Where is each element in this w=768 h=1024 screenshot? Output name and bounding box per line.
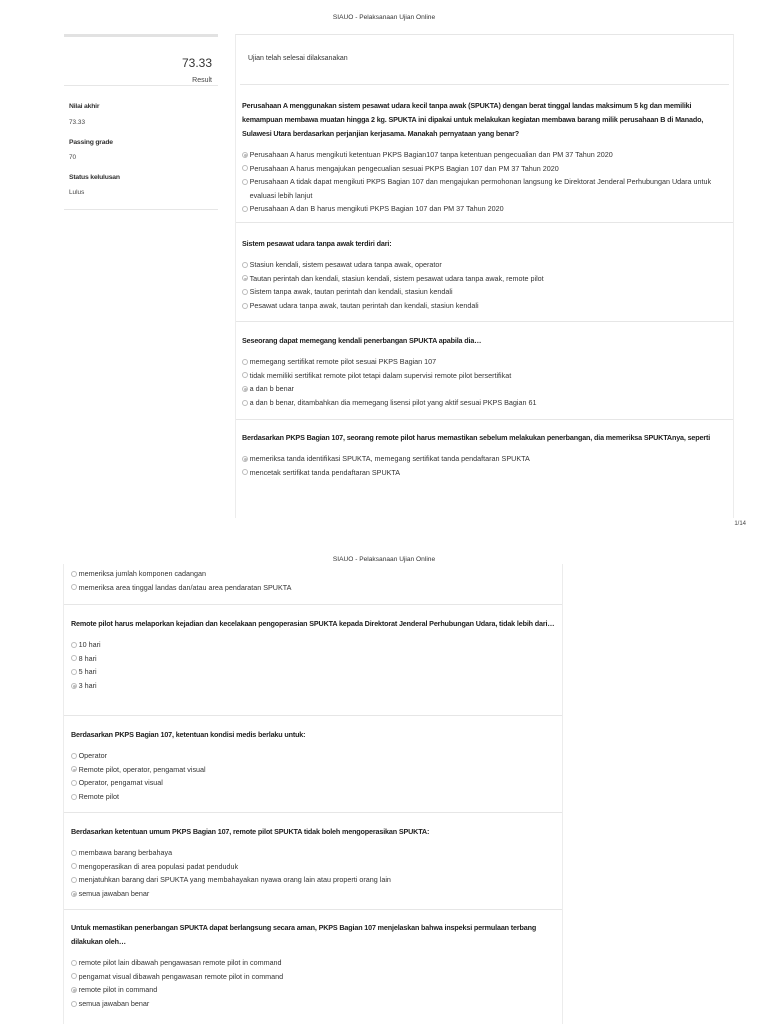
answer-option[interactable] xyxy=(71,567,555,581)
answer-options xyxy=(242,148,722,216)
status-kelulusan-value: Lulus xyxy=(69,189,85,196)
answer-option-label: semua jawaban benar xyxy=(78,998,150,1008)
divider xyxy=(64,715,562,716)
answer-option[interactable] xyxy=(71,983,555,997)
answer-option-label: tidak memiliki sertifikat remote pilot tetapi dalam supervisi remote pilot bersertifikat xyxy=(249,370,512,380)
answer-option[interactable] xyxy=(71,776,555,790)
answer-option-label: Perusahaan A harus mengikuti ketentuan PKPS Bagian107 tanpa ketentuan pengecualian dan PM 37 Tahun 2020 xyxy=(249,150,613,159)
divider xyxy=(64,812,562,813)
result-summary xyxy=(64,34,218,86)
nilai-akhir-label: Nilai akhir xyxy=(69,103,100,110)
divider xyxy=(64,909,562,910)
question-item xyxy=(242,99,722,216)
exam-results-panel-continued xyxy=(63,564,563,1024)
page-header-title: SIAUO - Pelaksanaan Ujian Online xyxy=(332,556,436,563)
answer-option-label: Sistem tanpa awak, tautan perintah dan kendali, stasiun kendali xyxy=(249,287,453,297)
answer-option[interactable] xyxy=(71,763,555,777)
answer-option[interactable] xyxy=(71,790,555,804)
answer-option[interactable] xyxy=(242,466,722,480)
exam-results-panel xyxy=(235,34,734,518)
radio-icon[interactable] xyxy=(71,863,77,869)
answer-option-label: semua jawaban benar xyxy=(78,888,150,898)
answer-option[interactable] xyxy=(242,299,722,313)
answer-option-label: memegang sertifikat remote pilot sesuai PKPS Bagian 107 xyxy=(249,357,437,366)
radio-icon[interactable] xyxy=(242,289,248,295)
radio-icon[interactable] xyxy=(71,571,77,577)
answer-option[interactable] xyxy=(242,396,722,410)
divider xyxy=(236,419,733,420)
answer-option[interactable] xyxy=(242,369,722,383)
answer-option-label: a dan b benar xyxy=(249,384,294,394)
radio-icon[interactable] xyxy=(242,372,248,378)
radio-selected-icon[interactable] xyxy=(242,152,248,158)
radio-icon[interactable] xyxy=(71,780,77,786)
radio-icon[interactable] xyxy=(71,973,77,979)
answer-option-label: Tautan perintah dan kendali, stasiun kendali, sistem pesawat udara tanpa awak, remote pilot xyxy=(249,273,544,283)
answer-option[interactable] xyxy=(71,638,555,652)
nilai-akhir-value: 73.33 xyxy=(69,119,85,126)
answer-options xyxy=(242,258,722,312)
answer-option-label: Pesawat udara tanpa awak, tautan perintah dan kendali, stasiun kendali xyxy=(249,300,479,310)
divider xyxy=(236,222,733,223)
radio-icon[interactable] xyxy=(242,400,248,406)
radio-icon[interactable] xyxy=(71,960,77,966)
radio-icon[interactable] xyxy=(71,655,77,661)
radio-icon[interactable] xyxy=(242,206,248,212)
answer-option[interactable] xyxy=(71,970,555,984)
radio-icon[interactable] xyxy=(242,303,248,309)
answer-option-label: 8 hari xyxy=(78,653,97,663)
radio-icon[interactable] xyxy=(242,165,248,171)
answer-option[interactable] xyxy=(71,873,555,887)
page-number: 1/14 xyxy=(734,521,746,527)
question-text: Perusahaan A menggunakan sistem pesawat udara kecil tanpa awak (SPUKTA) dengan berat tinggal landas maksimum 5 kg dan memiliki kemampuan membawa muatan hingga 2 kg. SPUKTA ini dipakai untuk melakukan kegiatan membawa barang milik perusahaan B di Manado, Sulawesi Utara berdasarkan perjanjian kerjasama. Manakah pernyataan yang benar? xyxy=(242,101,704,138)
question-item xyxy=(71,728,555,803)
radio-selected-icon[interactable] xyxy=(71,683,77,689)
answer-options xyxy=(242,452,722,479)
answer-options xyxy=(242,355,722,409)
answer-options xyxy=(71,846,555,900)
answer-option[interactable] xyxy=(71,997,555,1011)
radio-selected-icon[interactable] xyxy=(242,456,248,462)
answer-option-label: memeriksa jumlah komponen cadangan xyxy=(78,569,207,578)
question-text: Seseorang dapat memegang kendali penerbangan SPUKTA apabila dia… xyxy=(242,336,482,345)
radio-selected-icon[interactable] xyxy=(242,386,248,392)
divider xyxy=(64,604,562,605)
answer-option[interactable] xyxy=(71,679,555,693)
answer-option-label: Stasiun kendali, sistem pesawat udara tanpa awak, operator xyxy=(249,260,442,269)
answer-options xyxy=(71,956,555,1010)
answer-option-label: Remote pilot xyxy=(78,791,119,801)
radio-icon[interactable] xyxy=(242,469,248,475)
radio-icon[interactable] xyxy=(71,669,77,675)
question-item xyxy=(242,431,722,479)
answer-option-label: pengamat visual dibawah pengawasan remote pilot in command xyxy=(78,971,284,981)
radio-icon[interactable] xyxy=(71,753,77,759)
answer-option[interactable] xyxy=(71,581,555,595)
answer-option[interactable] xyxy=(71,652,555,666)
radio-icon[interactable] xyxy=(71,1001,77,1007)
answer-option-label: 10 hari xyxy=(78,640,101,649)
answer-option-label: remote pilot lain dibawah pengawasan remote pilot in command xyxy=(78,958,282,967)
radio-icon[interactable] xyxy=(71,584,77,590)
passing-grade-value: 70 xyxy=(69,154,77,161)
question-text: Sistem pesawat udara tanpa awak terdiri dari: xyxy=(242,239,392,248)
question-item xyxy=(242,237,722,312)
question-item xyxy=(71,617,555,692)
page-header-title: SIAUO - Pelaksanaan Ujian Online xyxy=(332,14,436,21)
question-text: Berdasarkan ketentuan umum PKPS Bagian 107, remote pilot SPUKTA tidak boleh mengoperasikan SPUKTA: xyxy=(71,827,430,836)
answer-option-label: Operator xyxy=(78,751,107,760)
answer-option-label: mengoperasikan di area populasi padat penduduk xyxy=(78,861,239,871)
answer-option-label: memeriksa area tinggal landas dan/atau area pendaratan SPUKTA xyxy=(78,582,292,592)
radio-icon[interactable] xyxy=(71,877,77,883)
answer-option-label: remote pilot in command xyxy=(78,985,158,995)
question-item xyxy=(71,921,555,1010)
answer-option[interactable] xyxy=(71,749,555,763)
radio-icon[interactable] xyxy=(71,642,77,648)
radio-icon[interactable] xyxy=(71,794,77,800)
status-kelulusan-label: Status kelulusan xyxy=(69,174,120,181)
answer-option-label: 3 hari xyxy=(78,680,97,690)
question-text: Remote pilot harus melaporkan kejadian dan kecelakaan pengoperasian SPUKTA kepada Direktorat Jenderal Perhubungan Udara, tidak lebih dari… xyxy=(71,619,555,628)
answer-option[interactable] xyxy=(242,382,722,396)
divider xyxy=(240,84,729,85)
result-score: 73.33 xyxy=(181,56,212,70)
radio-icon[interactable] xyxy=(71,850,77,856)
radio-icon[interactable] xyxy=(242,262,248,268)
radio-icon[interactable] xyxy=(242,359,248,365)
answer-option-label: menjatuhkan barang dari SPUKTA yang membahayakan nyawa orang lain atau properti orang lain xyxy=(78,875,391,885)
exam-finished-notice: Ujian telah selesai dilaksanakan xyxy=(248,55,348,62)
radio-selected-icon[interactable] xyxy=(71,987,77,993)
question-item-continued xyxy=(71,567,555,594)
question-text: Berdasarkan PKPS Bagian 107, ketentuan kondisi medis berlaku untuk: xyxy=(71,730,306,739)
answer-options xyxy=(71,749,555,803)
answer-option-label: Perusahaan A dan B harus mengikuti PKPS Bagian 107 dan PM 37 Tahun 2020 xyxy=(249,204,504,214)
question-item xyxy=(242,334,722,409)
answer-option[interactable] xyxy=(242,162,722,176)
answer-options xyxy=(71,638,555,692)
radio-icon[interactable] xyxy=(242,179,248,185)
divider xyxy=(236,321,733,322)
answer-option[interactable] xyxy=(242,272,722,286)
answer-option[interactable] xyxy=(242,452,722,466)
question-item xyxy=(71,825,555,900)
radio-selected-icon[interactable] xyxy=(71,891,77,897)
answer-option[interactable] xyxy=(242,148,722,162)
answer-option-label: memeriksa tanda identifikasi SPUKTA, memegang sertifikat tanda pendaftaran SPUKTA xyxy=(249,454,530,463)
answer-option-label: a dan b benar, ditambahkan dia memegang lisensi pilot yang aktif sesuai PKPS Bagian 61 xyxy=(249,397,537,407)
question-text: Untuk memastikan penerbangan SPUKTA dapat berlangsung secara aman, PKPS Bagian 107 menjelaskan bahwa inspeksi permulaan terbang dilakukan oleh… xyxy=(71,923,537,946)
answer-option[interactable] xyxy=(71,665,555,679)
answer-option[interactable] xyxy=(242,355,722,369)
answer-option[interactable] xyxy=(71,846,555,860)
result-label: Result xyxy=(192,77,212,84)
answer-option-label: Remote pilot, operator, pengamat visual xyxy=(78,764,206,774)
exam-info xyxy=(64,94,218,210)
answer-option[interactable] xyxy=(242,285,722,299)
passing-grade-label: Passing grade xyxy=(69,139,113,146)
answer-option-label: Perusahaan A harus mengajukan pengecualian sesuai PKPS Bagian 107 dan PM 37 Tahun 2020 xyxy=(249,163,559,173)
answer-options xyxy=(71,567,555,594)
radio-selected-icon[interactable] xyxy=(71,766,77,772)
answer-option-label: 5 hari xyxy=(78,667,97,677)
answer-option[interactable] xyxy=(242,175,722,202)
answer-option-label: membawa barang berbahaya xyxy=(78,848,173,857)
answer-option[interactable] xyxy=(71,887,555,901)
answer-option-label: Perusahaan A tidak dapat mengikuti PKPS Bagian 107 dan mengajukan permohonan langsung ke Direktorat Jenderal Perhubungan Udara untuk evaluasi lebih lanjut xyxy=(249,177,712,200)
answer-option-label: Operator, pengamat visual xyxy=(78,778,163,788)
answer-option[interactable] xyxy=(71,956,555,970)
answer-option[interactable] xyxy=(242,202,722,216)
question-text: Berdasarkan PKPS Bagian 107, seorang remote pilot harus memastikan sebelum melakukan penerbangan, dia memeriksa SPUKTAnya, seperti xyxy=(242,433,711,442)
answer-option[interactable] xyxy=(71,860,555,874)
answer-option[interactable] xyxy=(242,258,722,272)
answer-option-label: mencetak sertifikat tanda pendaftaran SPUKTA xyxy=(249,467,401,477)
radio-selected-icon[interactable] xyxy=(242,275,248,281)
